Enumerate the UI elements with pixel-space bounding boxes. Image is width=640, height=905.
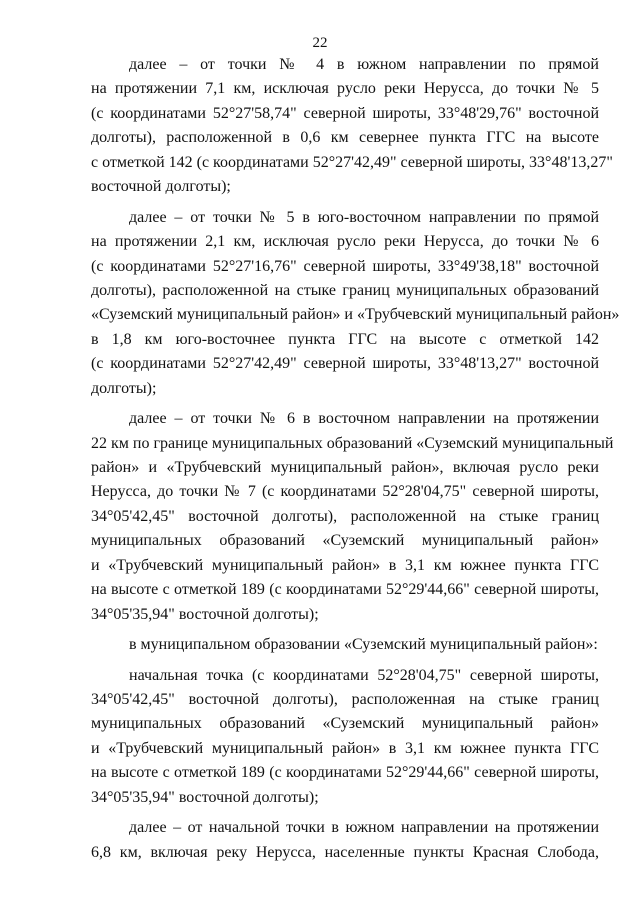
text-line: с отметкой 142 (с координатами 52°27'42,49" северной широты, 33°48'13,27" — [91, 153, 613, 171]
paragraph-2 — [91, 208, 620, 405]
text-line: 34°05'35,94" восточной долготы); — [91, 605, 319, 623]
text-line: долготы), расположенной в 0,6 км севернее пункта ГГС на высоте — [91, 129, 599, 147]
text-line: в 1,8 км юго-восточнее пункта ГГС на высоте с отметкой 142 — [91, 330, 599, 348]
text-line: (с координатами 52°27'42,49" северной широты, 33°48'13,27" восточной — [91, 355, 599, 373]
text-line: 6,8 км, включая реку Нерусса, населенные пункты Красная Слобода, — [91, 843, 599, 861]
paragraph-6 — [91, 819, 599, 868]
text-line: далее – от точки № 6 в восточном направлении на протяжении — [129, 410, 599, 428]
paragraph-3 — [91, 410, 614, 630]
text-line: долготы); — [91, 379, 157, 397]
page-number: 22 — [312, 35, 328, 51]
text-line: Нерусса, до точки № 7 (с координатами 52°28'04,75" северной широты, — [91, 483, 599, 501]
text-line: (с координатами 52°27'16,76" северной широты, 33°49'38,18" восточной — [91, 257, 599, 275]
paragraph-1 — [91, 56, 613, 203]
text-line: долготы), расположенной на стыке границ муниципальных образований — [91, 281, 599, 299]
document-body — [91, 56, 620, 868]
text-line: 34°05'35,94" восточной долготы); — [91, 788, 319, 806]
text-line: 34°05'42,45" восточной долготы), расположенная на стыке границ — [91, 690, 599, 708]
text-line: на высоте с отметкой 189 (с координатами 52°29'44,66" северной широты, — [91, 581, 599, 599]
text-line: в муниципальном образовании «Суземский муниципальный район»: — [129, 636, 598, 654]
text-line: «Суземский муниципальный район» и «Трубчевский муниципальный район» — [91, 306, 620, 324]
text-line: 22 км по границе муниципальных образований «Суземский муниципальный — [91, 434, 614, 452]
text-line: начальная точка (с координатами 52°28'04,75" северной широты, — [129, 666, 599, 684]
text-line: муниципальных образований «Суземский муниципальный район» — [91, 532, 599, 550]
text-line: 34°05'42,45" восточной долготы), расположенной на стыке границ — [91, 507, 599, 525]
text-line: на протяжении 2,1 км, исключая русло реки Нерусса, до точки № 6 — [91, 233, 599, 251]
paragraph-4 — [91, 636, 599, 660]
text-line: далее – от точки № 5 в юго-восточном направлении по прямой — [129, 208, 599, 226]
text-line: и «Трубчевский муниципальный район» в 3,1 км южнее пункта ГГС — [91, 556, 599, 574]
text-line: (с координатами 52°27'58,74" северной широты, 33°48'29,76" восточной — [91, 104, 599, 122]
text-line: район» и «Трубчевский муниципальный район», включая русло реки — [91, 459, 599, 476]
text-line: далее – от точки № 4 в южном направлении по прямой — [129, 56, 599, 73]
text-line: восточной долготы); — [91, 178, 231, 196]
text-line: на высоте с отметкой 189 (с координатами 52°29'44,66" северной широты, — [91, 764, 599, 782]
text-line: и «Трубчевский муниципальный район» в 3,1 км южнее пункта ГГС — [91, 739, 599, 757]
text-line: на протяжении 7,1 км, исключая русло реки Нерусса, до точки № 5 — [91, 80, 599, 98]
text-line: муниципальных образований «Суземский муниципальный район» — [91, 715, 599, 733]
paragraph-5 — [91, 667, 599, 814]
text-line: далее – от начальной точки в южном направлении на протяжении — [129, 819, 599, 837]
